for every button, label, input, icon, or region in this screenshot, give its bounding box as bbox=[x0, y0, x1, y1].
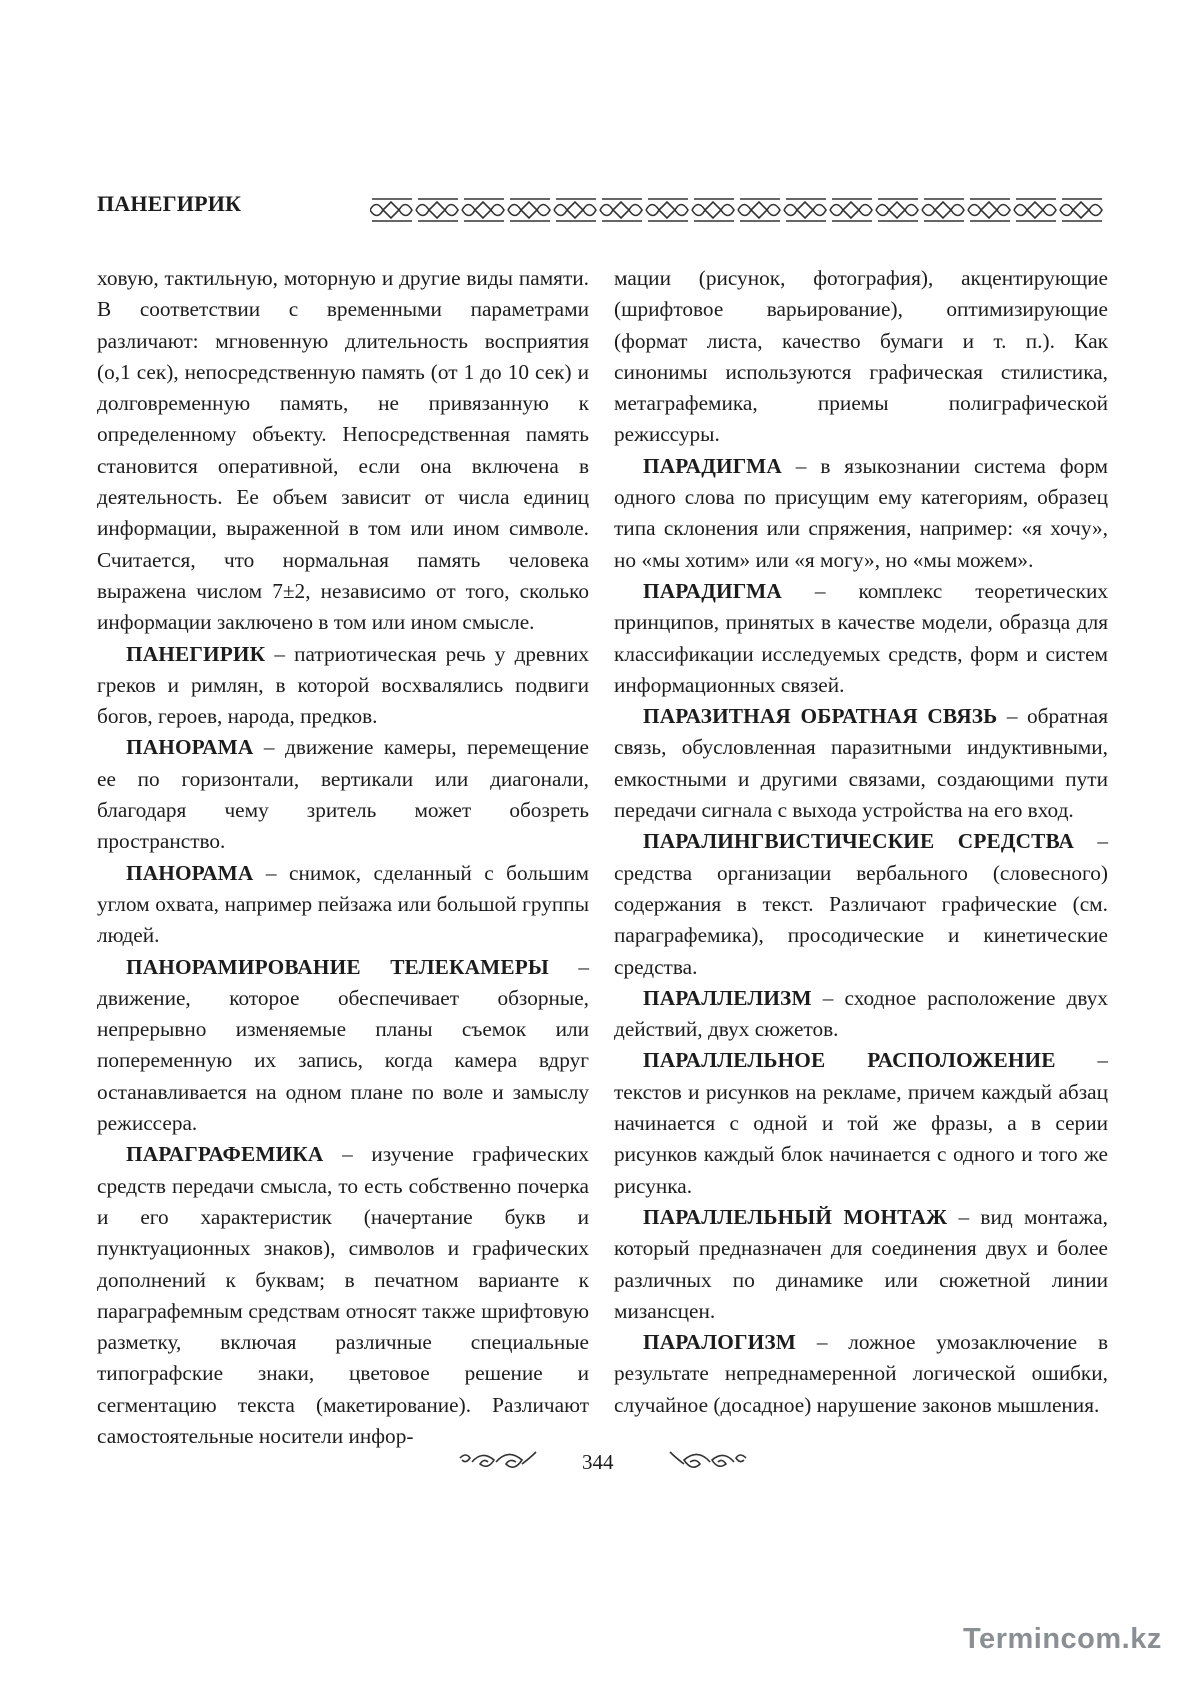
entry-definition: – изучение графических средств передачи смысла, то есть собственно почерка и его характеристик (начертание букв и пунктуационных знаков), символов и графических дополнений к буквам; в печатном варианте к параграфемным средствам относят также шрифтовую разметку, включая различные специальные типографские знаки, цветовое решение и сегментацию текста (макетирование). Различают самостоятельные носители инфор- bbox=[97, 1142, 589, 1448]
dictionary-entry bbox=[614, 1327, 1108, 1421]
dictionary-entry bbox=[614, 1202, 1108, 1327]
ornament-motif bbox=[370, 199, 412, 221]
entry-definition: – снимок, сделанный с большим углом охвата, например пейзажа или большой группы людей. bbox=[97, 860, 589, 948]
dictionary-entry bbox=[97, 732, 589, 857]
ornament-motif bbox=[416, 199, 458, 221]
entry-term: ПАНОРАМА bbox=[126, 735, 254, 760]
dictionary-entry bbox=[97, 858, 589, 952]
entry-term: ПАРАЛОГИЗМ bbox=[643, 1330, 797, 1355]
watermark-logo: Termincom.kz bbox=[963, 1623, 1162, 1655]
footer-ornament-left bbox=[456, 1448, 540, 1476]
dictionary-entry bbox=[614, 826, 1108, 982]
entry-definition: – движение, которое обеспечивает обзорные, непрерывно изменяемые планы съемок или попеременную их запись, когда камера вдруг останавливается на одном плане по воле и замыслу режиссера. bbox=[97, 954, 589, 1136]
ornament-motif bbox=[554, 199, 596, 221]
entry-definition: – средства организации вербального (словесного) содержания в текст. Различают графические (см. параграфемика), просодические и кинетические средства. bbox=[614, 829, 1108, 979]
right-column bbox=[614, 263, 1108, 1421]
ornament-motif bbox=[922, 199, 964, 221]
ornament-motif bbox=[784, 199, 826, 221]
entry-term: ПАНОРАМИРОВАНИЕ ТЕЛЕКАМЕРЫ bbox=[126, 954, 549, 979]
entry-definition: – комплекс теоретических принципов, принятых в качестве модели, образца для классификации исследуемых средств, форм и систем информационных связей. bbox=[614, 578, 1108, 697]
ornament-motif bbox=[1014, 199, 1056, 221]
entry-term: ПАРАГРАФЕМИКА bbox=[126, 1142, 324, 1167]
ornament-motif bbox=[508, 199, 550, 221]
dictionary-entry bbox=[97, 639, 589, 733]
entry-definition: – ложное умозаключение в результате непреднамеренной логической ошибки, случайное (досадное) нарушение законов мышления. bbox=[614, 1330, 1108, 1417]
entry-term: ПАРАДИГМА bbox=[643, 453, 782, 478]
ornament-motif bbox=[646, 199, 688, 221]
page-number: 344 bbox=[582, 1450, 614, 1474]
dictionary-entry bbox=[614, 451, 1108, 576]
entry-term: ПАРАДИГМА bbox=[643, 578, 782, 603]
dictionary-entry bbox=[614, 576, 1108, 701]
ornament-motif bbox=[968, 199, 1010, 221]
entry-term: ПАНОРАМА bbox=[126, 860, 254, 885]
entry-definition: – вид монтажа, который предназначен для соединения двух и более различных по динамике или сюжетной линии мизансцен. bbox=[614, 1204, 1108, 1323]
ornament-motif bbox=[876, 199, 918, 221]
left-column bbox=[97, 263, 589, 1452]
running-head: ПАНЕГИРИК bbox=[97, 191, 242, 216]
entry-definition: – обратная связь, обусловленная паразитными индуктивными, емкостными и другими связами, создающими пути передачи сигнала с выхода устройства на его вход. bbox=[614, 704, 1108, 823]
entry-definition: ховую, тактильную, моторную и другие виды памяти. В соответствии с временными параметрами различают: мгновенную длительность восприятия (о,1 сек), непосредственную память (от 1 до 10 сек) и долговременную память, не привязанную к определенному объекту. Непосредственная память становится оперативной, если она включена в деятельность. Ее объем зависит от числа единиц информации, выраженной в том или ином символе. Считается, что нормальная память человека выражена числом 7±2, независимо от того, сколько информации заключено в том или ином смысле. bbox=[97, 266, 589, 635]
ornament-motif bbox=[830, 199, 872, 221]
ornament-band bbox=[370, 195, 1109, 225]
entry-term: ПАРАЛИНГВИСТИЧЕСКИЕ СРЕДСТВА bbox=[643, 829, 1075, 854]
ornament-motif bbox=[738, 199, 780, 221]
dictionary-entry bbox=[614, 701, 1108, 826]
entry-definition: – текстов и рисунков на рекламе, причем каждый абзац начинается с одной и той же фразы, а в серии рисунков каждый блок начинается с одного и того же рисунка. bbox=[614, 1048, 1108, 1198]
entry-continuation bbox=[97, 263, 589, 639]
entry-definition: – сходное расположение двух действий, двух сюжетов. bbox=[614, 985, 1108, 1042]
ornament-motif bbox=[692, 199, 734, 221]
entry-term: ПАРАЗИТНАЯ ОБРАТНАЯ СВЯЗЬ bbox=[643, 704, 998, 729]
entry-definition: – в языкознании система форм одного слова по присущим ему категориям, образец типа склонения или спряжения, например: «я хочу», но «мы хотим» или «я могу», но «мы можем». bbox=[614, 453, 1108, 572]
entry-definition: – движение камеры, перемещение ее по горизонтали, вертикали или диагонали, благодаря чему зритель может обозреть пространство. bbox=[97, 735, 589, 854]
entry-term: ПАРАЛЛЕЛЬНЫЙ МОНТАЖ bbox=[643, 1204, 948, 1229]
dictionary-entry bbox=[614, 983, 1108, 1046]
entry-definition: – патриотическая речь у древних греков и римлян, в которой восхвалялись подвиги богов, героев, народа, предков. bbox=[97, 641, 589, 729]
dictionary-entry bbox=[97, 1139, 589, 1452]
entry-definition: мации (рисунок, фотография), акцентирующие (шрифтовое варьирование), оптимизирующие (формат листа, качество бумаги и т. п.). Как синонимы используются графическая стилистика, метаграфемика, приемы полиграфической режиссуры. bbox=[614, 266, 1108, 447]
entry-continuation bbox=[614, 263, 1108, 451]
ornament-motif bbox=[462, 199, 504, 221]
dictionary-entry bbox=[97, 952, 589, 1140]
entry-term: ПАНЕГИРИК bbox=[126, 641, 266, 666]
ornament-motif bbox=[1060, 199, 1102, 221]
footer-ornament-right bbox=[666, 1448, 750, 1476]
dictionary-entry bbox=[614, 1045, 1108, 1201]
entry-term: ПАРАЛЛЕЛЬНОЕ РАСПОЛОЖЕНИЕ bbox=[643, 1048, 1056, 1073]
entry-term: ПАРАЛЛЕЛИЗМ bbox=[643, 985, 812, 1010]
ornament-motif bbox=[600, 199, 642, 221]
